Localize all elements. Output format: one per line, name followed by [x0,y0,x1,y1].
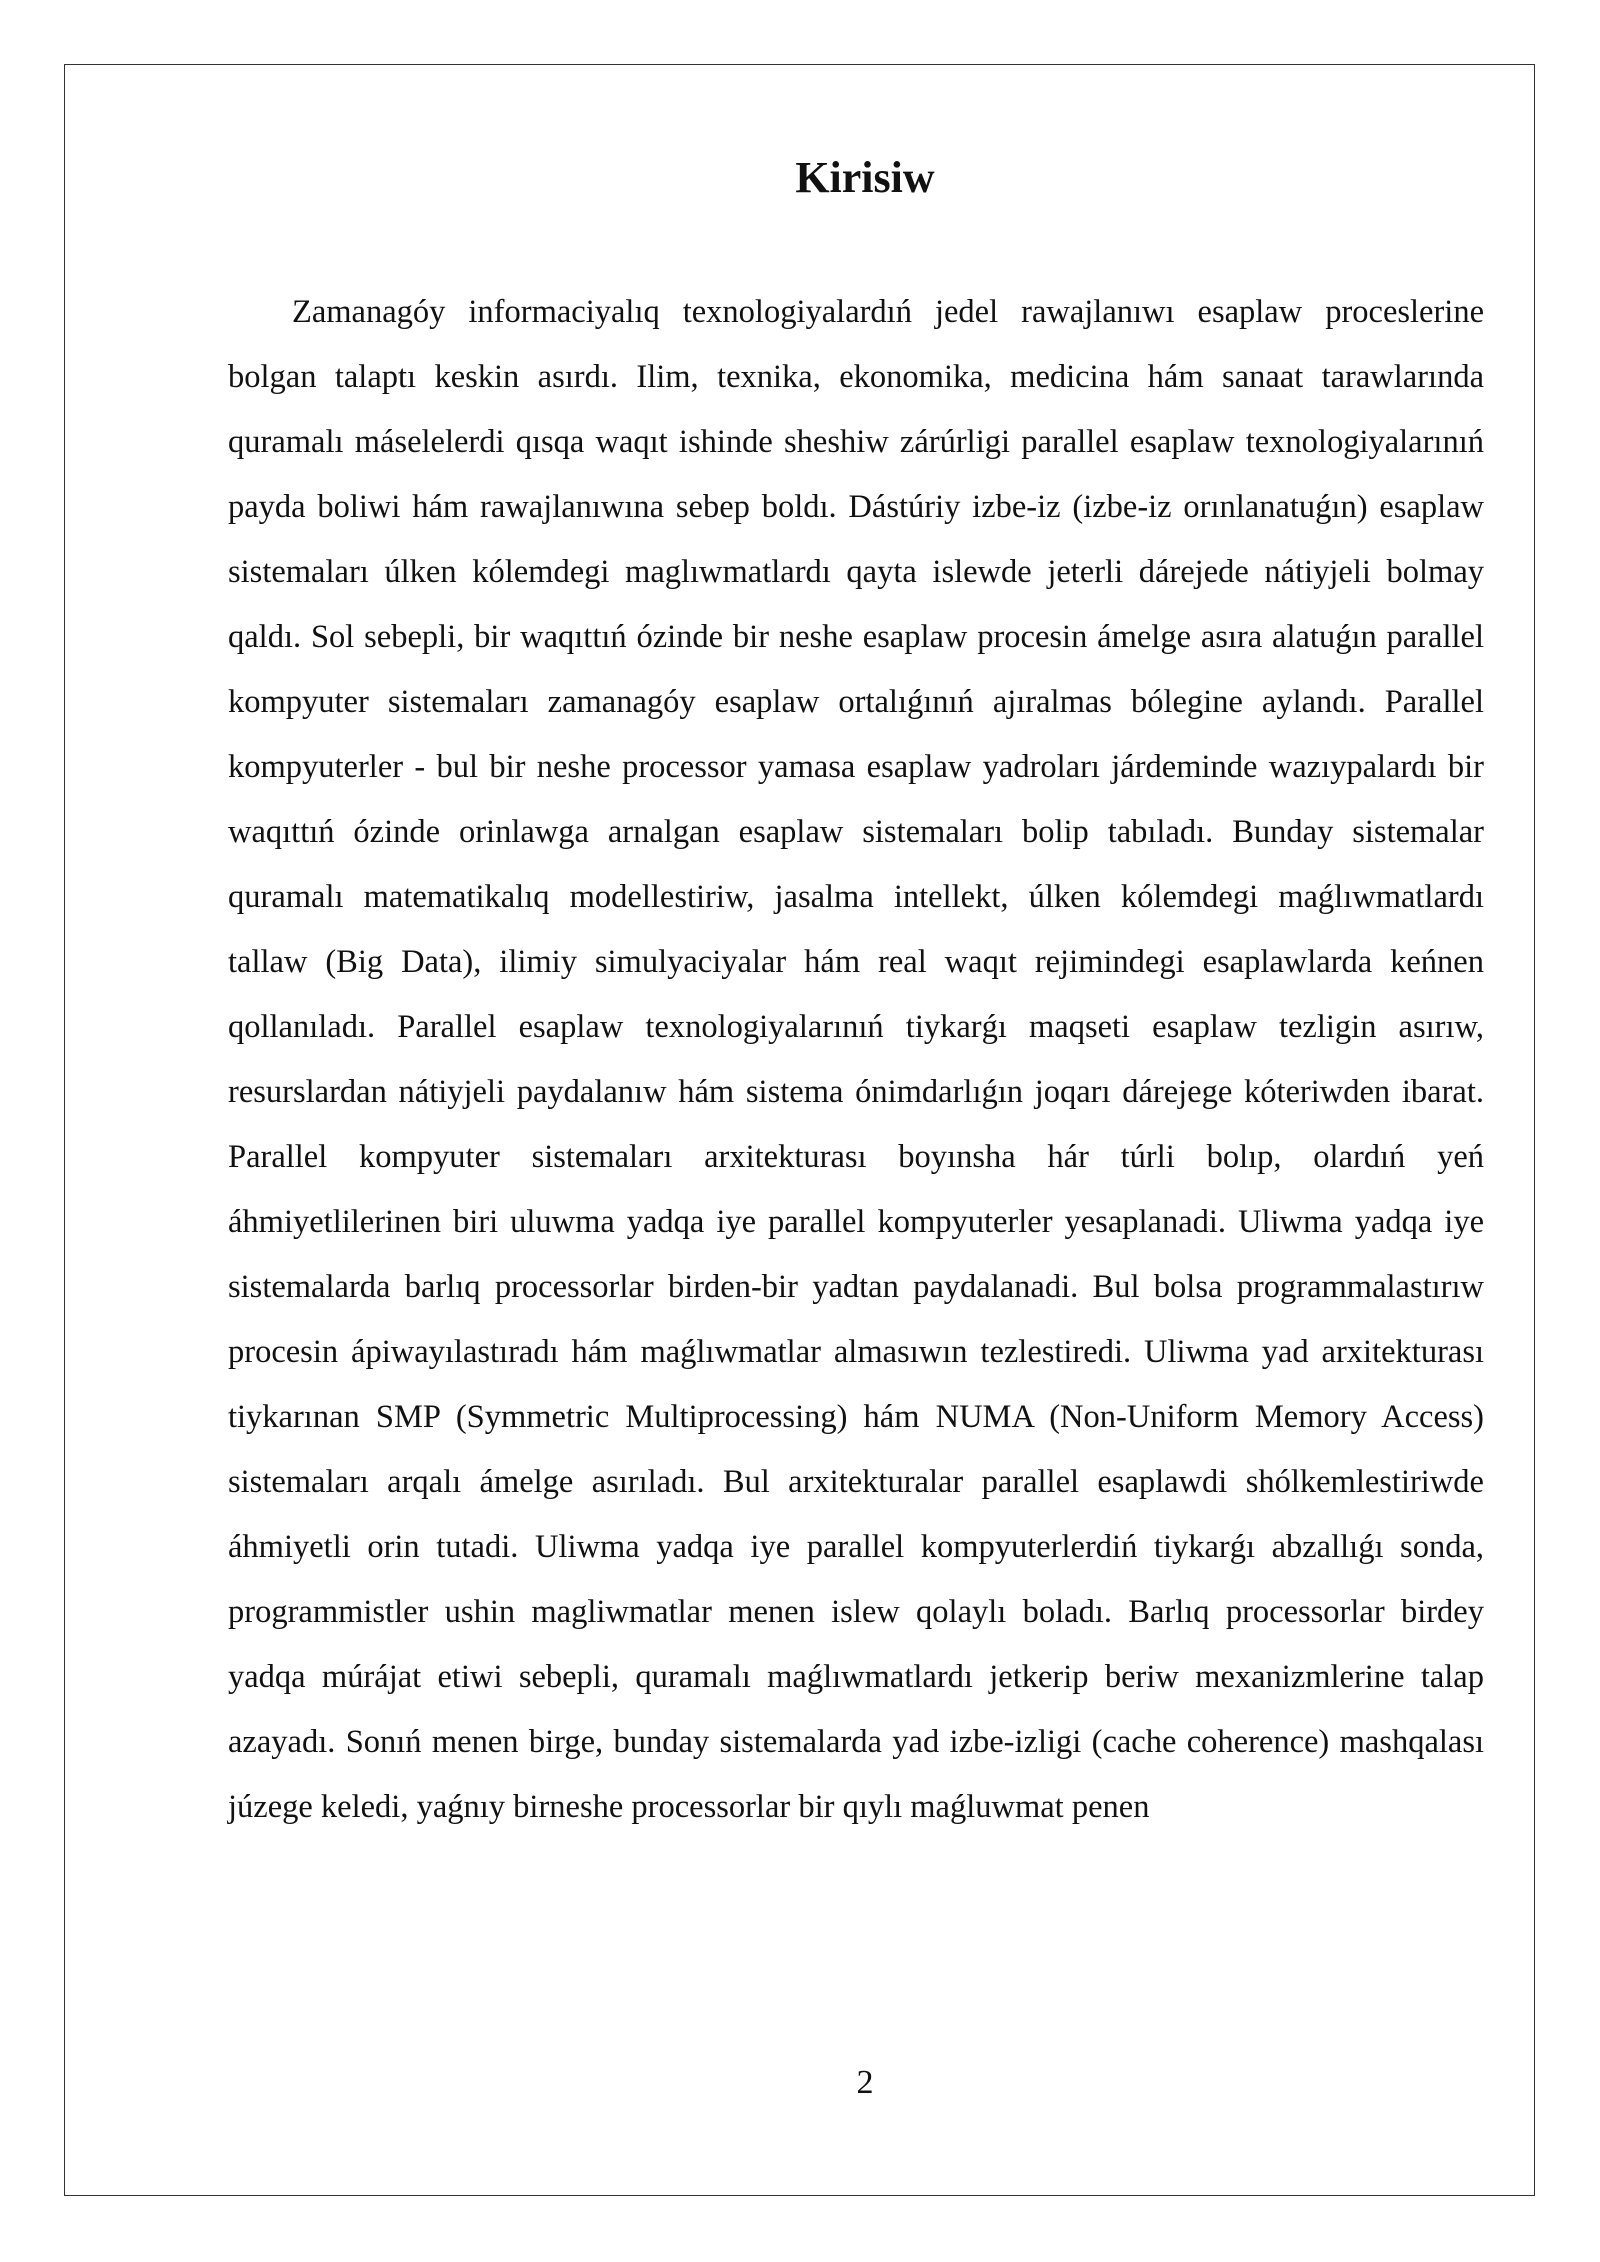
body-paragraph: Zamanagóy informaciyalıq texnologiyalardıń jedel rawajlanıwı esaplaw proceslerine bolgan talaptı keskin asırdı. Ilim, texnika, ekonomika, medicina hám sanaat tarawlarında quramalı máselelerdi qısqa waqıt ishinde sheshiw zárúrligi parallel esaplaw texnologiyalarınıń payda boliwi hám rawajlanıwına sebep boldı. Dástúriy izbe-iz (izbe-iz orınlanatuǵın) esaplaw sistemaları úlken kólemdegi maglıwmatlardı qayta islewde jeterli dárejede nátiyjeli bolmay qaldı. Sol sebepli, bir waqıttıń ózinde bir neshe esaplaw procesin ámelge asıra alatuǵın parallel kompyuter sistemaları zamanagóy esaplaw ortalıǵınıń ajıralmas bólegine aylandı. Parallel kompyuterler - bul bir neshe processor yamasa esaplaw yadroları járdeminde wazıypalardı bir waqıttıń ózinde orinlawga arnalgan esaplaw sistemaları bolip tabıladı. Bunday sistemalar quramalı matematikalıq modellestiriw, jasalma intellekt, úlken kólemdegi maǵlıwmatlardı tallaw (Big Data), ilimiy simulyaciyalar hám real waqıt rejimindegi esaplawlarda keńnen qollanıladı. Parallel esaplaw texnologiyalarınıń tiykarǵı maqseti esaplaw tezligin asırıw, resurslardan nátiyjeli paydalanıw hám sistema ónimdarlıǵın joqarı dárejege kóteriwden ibarat. Parallel kompyuter sistemaları arxitekturası boyınsha hár túrli bolıp, olardıń yeń áhmiyetlilerinen biri uluwma yadqa iye parallel kompyuterler yesaplanadi. Uliwma yadqa iye sistemalarda barlıq processorlar birden-bir yadtan paydalanadi. Bul bolsa programmalastırıw procesin ápiwayılastıradı hám maǵlıwmatlar almasıwın tezlestiredi. Uliwma yad arxitekturası tiykarınan SMP (Symmetric Multiprocessing) hám NUMA (Non-Uniform Memory Access) sistemaları arqalı ámelge asırıladı. Bul arxitekturalar parallel esaplawdi shólkemlestiriwde áhmiyetli orin tutadi. Uliwma yadqa iye parallel kompyuterlerdiń tiykarǵı abzallıǵı sonda, programmistler ushin magliwmatlar menen islew qolaylı boladı. Barlıq processorlar birdey yadqa múrájat etiwi sebepli, quramalı maǵlıwmatlardı jetkerip beriw mexanizmlerine talap azayadı. Sonıń menen birge, bunday sistemalarda yad izbe-izligi (cache coherence) mashqalası júzege keledi, yaǵnıy birneshe processorlar bir qıylı maǵluwmat penen [228,294,1484,1825]
page-title: Kirisiw [795,153,935,202]
body-text [228,280,1484,1840]
page-number: 2 [856,2064,874,2101]
